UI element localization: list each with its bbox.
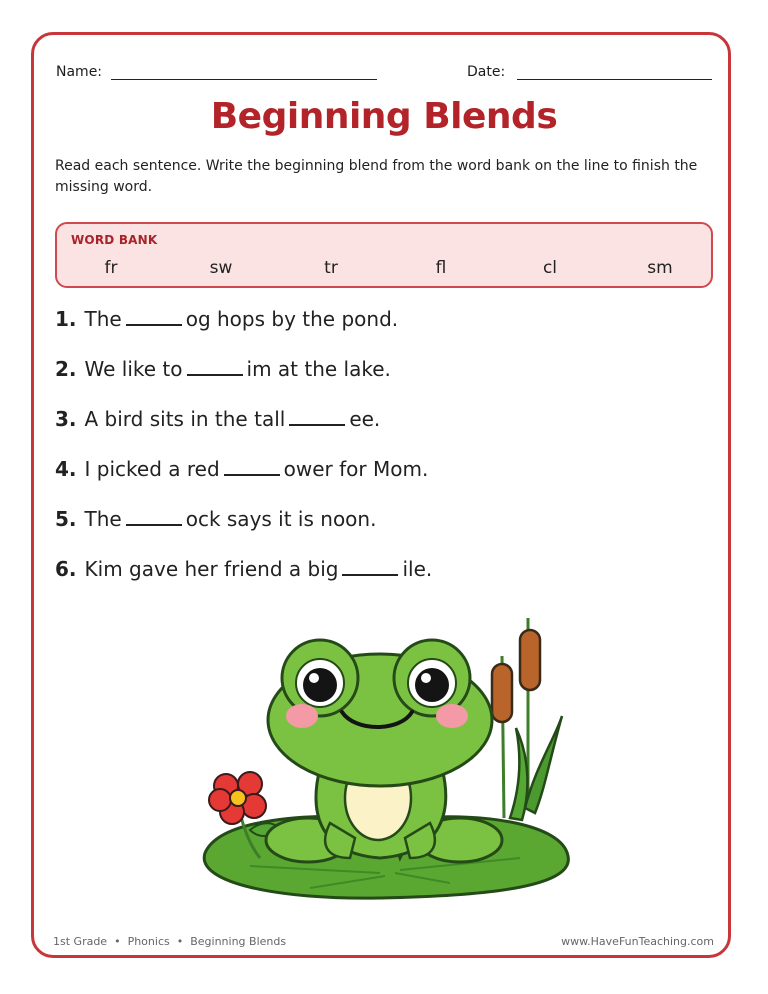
word-bank-title: WORD BANK [71,233,158,247]
question-number: 6. [55,557,77,581]
header-row [56,64,712,84]
word-bank-item: fr [104,258,118,278]
word-bank-item: sm [647,258,673,278]
footer-crumb: Phonics [127,935,170,948]
bullet-icon: • [114,935,121,948]
bullet-icon: • [176,935,184,948]
question-6 [55,554,432,584]
question-text-before: I picked a red [84,457,220,481]
question-text-before: A bird sits in the tall [84,407,286,431]
question-text-before: The [84,507,122,531]
question-text-after: ock says it is noon. [185,507,377,531]
frog-icon [266,640,502,862]
question-text-before: The [84,307,122,331]
question-1 [55,304,398,334]
date-label: Date: [467,64,506,80]
name-label: Name: [56,64,103,80]
question-text-after: ile. [402,557,433,581]
cattail-icon [492,618,562,820]
question-text-after: ee. [349,407,381,431]
question-number: 3. [55,407,77,431]
answer-blank[interactable] [289,406,345,426]
answer-blank[interactable] [187,356,243,376]
question-text-after: im at the lake. [246,357,391,381]
question-number: 5. [55,507,77,531]
answer-blank[interactable] [126,306,182,326]
name-line[interactable] [111,79,377,80]
word-bank-item: tr [324,258,338,278]
footer-crumb: 1st Grade [53,935,108,948]
page-title: Beginning Blends [210,96,558,137]
frog-on-lily-pad-icon [190,608,580,908]
footer-website[interactable]: www.HaveFunTeaching.com [561,935,714,948]
question-3 [55,404,380,434]
question-text-before: We like to [84,357,183,381]
word-bank-item: sw [209,258,233,278]
footer-crumb: Beginning Blends [190,935,287,948]
footer-breadcrumb [53,935,286,948]
question-number: 4. [55,457,77,481]
word-bank-item: fl [435,258,447,278]
answer-blank[interactable] [224,456,280,476]
answer-blank[interactable] [126,506,182,526]
instructions: Read each sentence. Write the beginning blend from the word bank on the line to finish the missing word. [55,158,698,195]
question-number: 1. [55,307,77,331]
question-5 [55,504,376,534]
question-4 [55,454,428,484]
word-bank-item: cl [542,258,558,278]
question-2 [55,354,391,384]
question-text-before: Kim gave her friend a big [84,557,339,581]
date-line[interactable] [517,79,712,80]
answer-blank[interactable] [342,556,398,576]
question-number: 2. [55,357,77,381]
question-text-after: og hops by the pond. [185,307,399,331]
word-bank [55,222,713,288]
question-text-after: ower for Mom. [283,457,429,481]
